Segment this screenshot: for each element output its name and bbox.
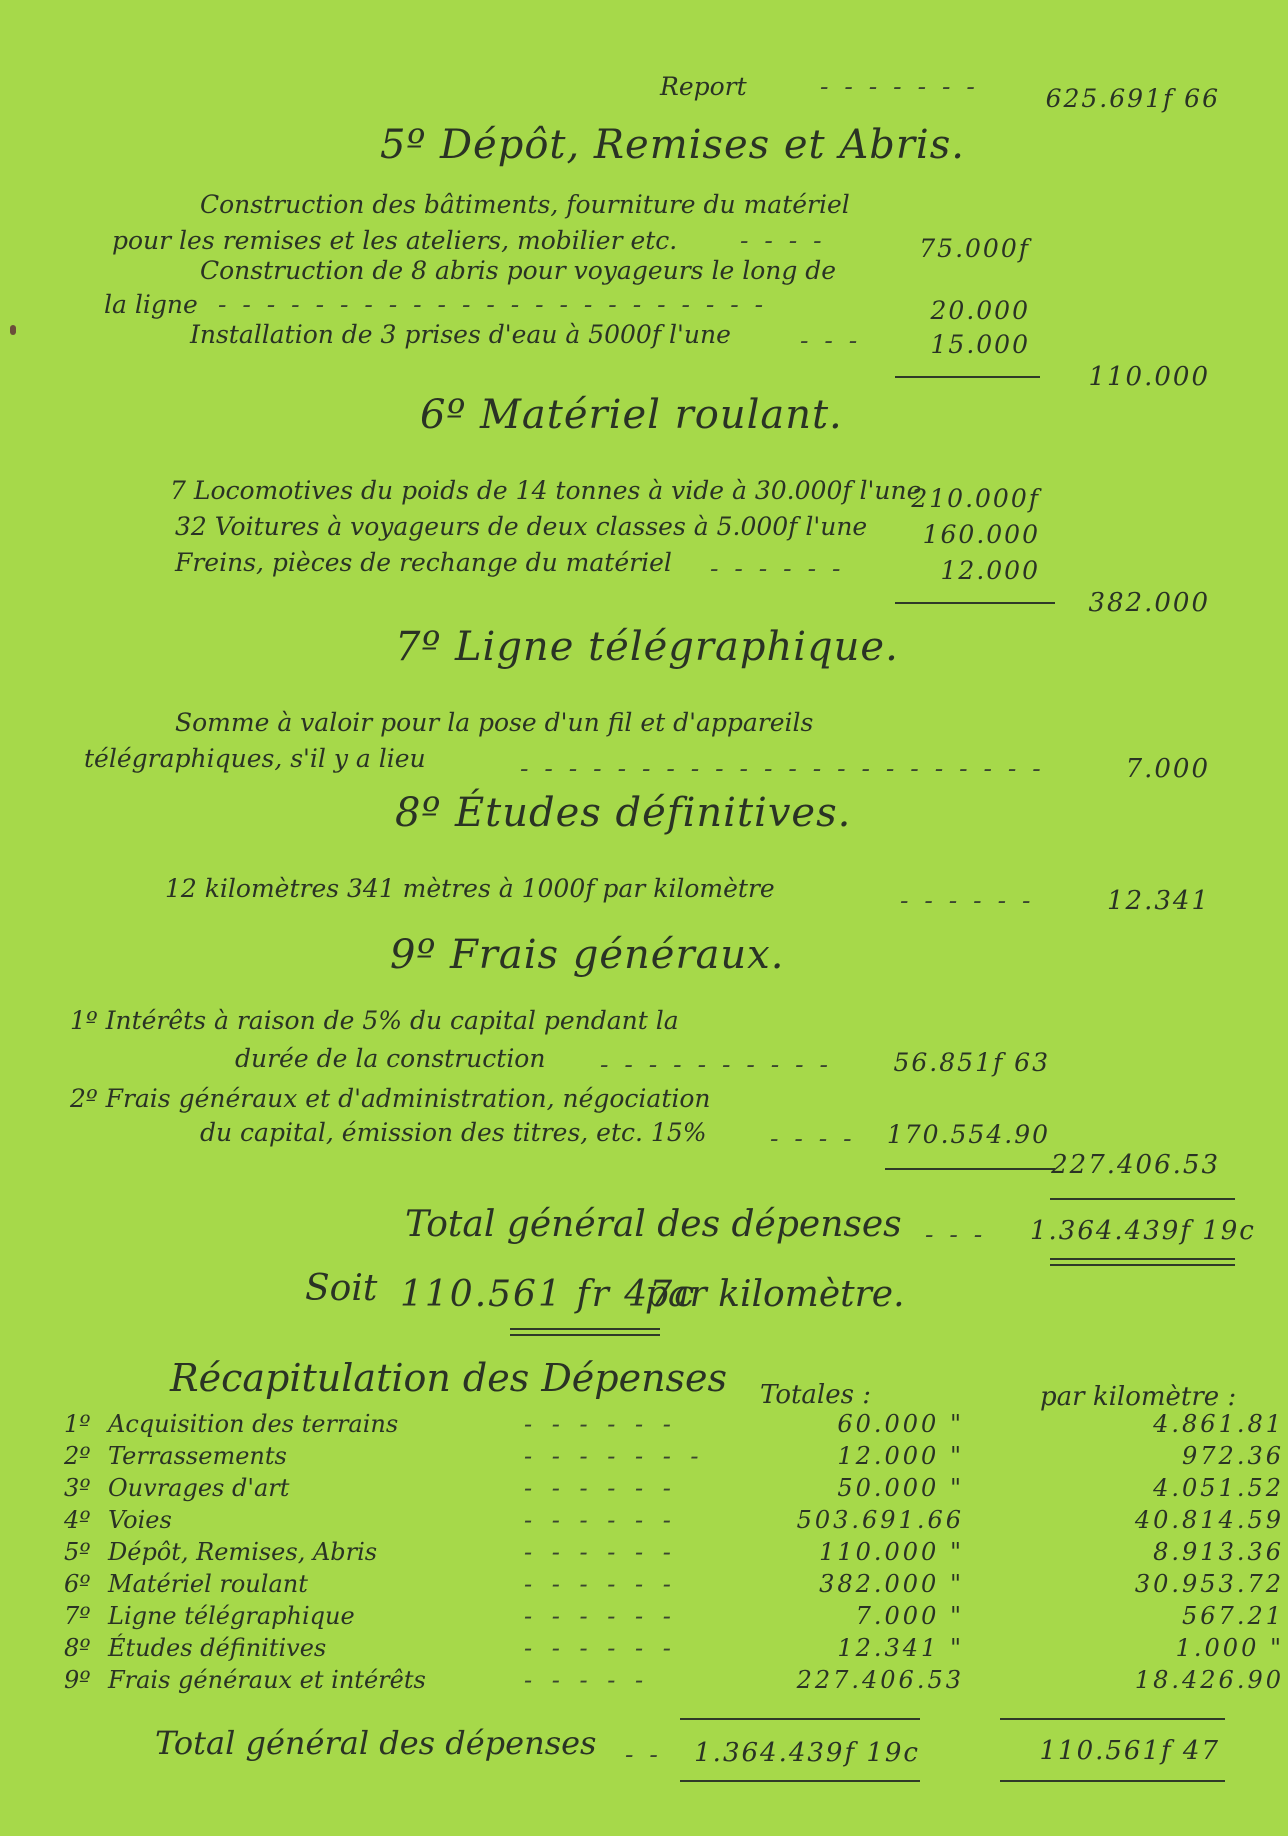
s6-leader-3: - - - - - - <box>710 554 845 583</box>
recap-row-label: Ligne télégraphique <box>108 1602 355 1630</box>
recap-row-number: 3º <box>64 1474 91 1502</box>
recap-row-number: 7º <box>64 1602 91 1630</box>
recap-total-underline-left <box>680 1780 920 1782</box>
recap-row-leader: - - - - - - - <box>524 1442 705 1470</box>
grand-total-amount: 1.364.439f 19c <box>1030 1216 1256 1246</box>
recap-row-leader: - - - - - - <box>524 1602 677 1630</box>
recap-row-per-km: 30.953.72 <box>1134 1570 1284 1598</box>
s5-line-1a: Construction des bâtiments, fourniture du matériel <box>200 190 850 219</box>
s7-leader: - - - - - - - - - - - - - - - - - - - - - - <box>520 754 1045 783</box>
recap-total-label: Total général des dépenses <box>155 1724 597 1762</box>
recap-total-leader: - - <box>625 1740 662 1769</box>
recap-total-underline-right <box>1000 1780 1225 1782</box>
s9-line-1a: 1º Intérêts à raison de 5% du capital pendant la <box>70 1006 679 1035</box>
recap-row-leader: - - - - - <box>524 1666 650 1694</box>
s5-line-2a: Construction de 8 abris pour voyageurs le long de <box>200 256 837 285</box>
recap-row-number: 1º <box>64 1410 91 1438</box>
per-km-underline-2 <box>510 1334 660 1336</box>
per-km-soit: Soit <box>305 1268 378 1309</box>
per-km-underline-1 <box>510 1328 660 1330</box>
recap-row-per-km: 972.36 <box>1182 1442 1284 1470</box>
recap-row-label: Acquisition des terrains <box>108 1410 399 1438</box>
s9-total: 227.406.53 <box>1051 1150 1220 1180</box>
recap-row-label: Dépôt, Remises, Abris <box>108 1538 378 1566</box>
s6-total: 382.000 <box>1088 588 1210 618</box>
recap-row-leader: - - - - - - <box>524 1538 677 1566</box>
s9-amount-1: 56.851f 63 <box>893 1048 1050 1077</box>
recap-row-total: 503.691.66 <box>796 1506 964 1534</box>
s5-total: 110.000 <box>1088 362 1210 392</box>
recap-row <box>64 1666 1284 1696</box>
recap-row-total: 382.000 " <box>819 1570 964 1598</box>
recap-row-total: 110.000 " <box>819 1538 964 1566</box>
s9-amount-2: 170.554.90 <box>886 1120 1050 1149</box>
s6-line-3: Freins, pièces de rechange du matériel <box>175 548 672 577</box>
s7-line-1b: télégraphiques, s'il y a lieu <box>84 744 426 773</box>
section-6-title: 6º Matériel roulant. <box>420 392 843 438</box>
recap-total-rule-left <box>680 1718 920 1720</box>
recap-row-number: 2º <box>64 1442 91 1470</box>
recap-total-rule-right <box>1000 1718 1225 1720</box>
s5-line-2b: la ligne <box>104 290 198 319</box>
s6-amount-3: 12.000 <box>940 556 1040 585</box>
s9-line-2b: du capital, émission des titres, etc. 15% <box>200 1118 707 1147</box>
recap-title: Récapitulation des Dépenses <box>170 1356 728 1400</box>
s5-leader-2: - - - - - - - - - - - - - - - - - - - - - - - <box>218 290 768 319</box>
s9-leader-1: - - - - - - - - - - <box>600 1050 832 1079</box>
recap-row <box>64 1410 1284 1440</box>
recap-row-number: 6º <box>64 1570 91 1598</box>
s5-leader-1: - - - - <box>740 226 826 255</box>
section-8-title: 8º Études définitives. <box>395 790 852 836</box>
s9-line-1b: durée de la construction <box>235 1044 546 1073</box>
recap-row-number: 5º <box>64 1538 91 1566</box>
recap-row-total: 227.406.53 <box>796 1666 964 1694</box>
recap-row <box>64 1442 1284 1472</box>
recap-row-number: 4º <box>64 1506 91 1534</box>
s8-line-1: 12 kilomètres 341 mètres à 1000f par kilomètre <box>165 874 775 903</box>
per-km-suffix: par kilomètre. <box>645 1274 905 1315</box>
recap-col-km: par kilomètre : <box>1040 1382 1237 1412</box>
recap-row-label: Matériel roulant <box>108 1570 308 1598</box>
s8-leader: - - - - - - <box>900 886 1035 915</box>
report-amount: 625.691f 66 <box>1045 84 1220 113</box>
recap-row-label: Ouvrages d'art <box>108 1474 290 1502</box>
recap-row-number: 8º <box>64 1634 91 1662</box>
s9-subtotal-rule <box>885 1168 1055 1170</box>
recap-row-total: 50.000 " <box>837 1474 964 1502</box>
grand-total-top-rule <box>1050 1198 1235 1200</box>
recap-row-per-km: 4.051.52 <box>1153 1474 1284 1502</box>
s5-subtotal-rule <box>895 376 1040 378</box>
recap-row <box>64 1634 1284 1664</box>
recap-row <box>64 1506 1284 1536</box>
recap-total-total: 1.364.439f 19c <box>694 1738 920 1768</box>
s5-amount-3: 15.000 <box>930 330 1030 359</box>
report-leader: - - - - - - - <box>820 72 979 101</box>
recap-row-per-km: 18.426.90 <box>1134 1666 1284 1694</box>
recap-row <box>64 1538 1284 1568</box>
recap-row-label: Voies <box>108 1506 172 1534</box>
margin-mark <box>10 325 16 335</box>
recap-row-per-km: 1.000 " <box>1175 1634 1284 1662</box>
s6-line-2: 32 Voitures à voyageurs de deux classes à 5.000f l'une <box>175 512 868 541</box>
s6-line-1: 7 Locomotives du poids de 14 tonnes à vide à 30.000f l'une <box>170 476 922 505</box>
recap-row-number: 9º <box>64 1666 91 1694</box>
s5-amount-2: 20.000 <box>930 296 1030 325</box>
recap-row-per-km: 40.814.59 <box>1134 1506 1284 1534</box>
s6-subtotal-rule <box>895 602 1055 604</box>
recap-col-total: Totales : <box>760 1380 871 1410</box>
recap-row-leader: - - - - - - <box>524 1474 677 1502</box>
recap-row-per-km: 4.861.81 <box>1153 1410 1284 1438</box>
recap-row-leader: - - - - - - <box>524 1570 677 1598</box>
section-5-title: 5º Dépôt, Remises et Abris. <box>380 122 965 168</box>
recap-row <box>64 1474 1284 1504</box>
recap-row <box>64 1602 1284 1632</box>
recap-row-total: 60.000 " <box>837 1410 964 1438</box>
recap-row <box>64 1570 1284 1600</box>
s5-line-3: Installation de 3 prises d'eau à 5000f l'une <box>190 320 731 349</box>
recap-row-total: 12.000 " <box>837 1442 964 1470</box>
recap-row-total: 7.000 " <box>855 1602 964 1630</box>
s7-line-1a: Somme à valoir pour la pose d'un fil et d'appareils <box>175 708 814 737</box>
s9-line-2a: 2º Frais généraux et d'administration, négociation <box>70 1084 711 1113</box>
section-7-title: 7º Ligne télégraphique. <box>395 624 899 670</box>
report-label: Report <box>660 72 747 101</box>
grand-total-rule-2 <box>1050 1264 1235 1266</box>
recap-row-leader: - - - - - - <box>524 1634 677 1662</box>
recap-row-total: 12.341 " <box>837 1634 964 1662</box>
recap-row-label: Terrassements <box>108 1442 287 1470</box>
s9-leader-2: - - - - <box>770 1124 856 1153</box>
grand-total-label: Total général des dépenses <box>405 1204 902 1245</box>
s5-line-1b: pour les remises et les ateliers, mobilier etc. <box>112 226 678 255</box>
grand-total-leader: - - - <box>925 1220 987 1249</box>
s5-leader-3: - - - <box>800 326 862 355</box>
section-9-title: 9º Frais généraux. <box>390 932 785 978</box>
recap-row-label: Frais généraux et intérêts <box>108 1666 426 1694</box>
per-km-amount: 110.561 fr 47c <box>400 1274 697 1315</box>
s6-amount-2: 160.000 <box>922 520 1040 549</box>
s8-total: 12.341 <box>1107 886 1210 916</box>
s7-total: 7.000 <box>1125 754 1210 784</box>
recap-row-per-km: 567.21 <box>1182 1602 1284 1630</box>
recap-row-leader: - - - - - - <box>524 1506 677 1534</box>
recap-row-leader: - - - - - - <box>524 1410 677 1438</box>
recap-total-per-km: 110.561f 47 <box>1039 1736 1220 1766</box>
recap-row-label: Études définitives <box>108 1634 327 1662</box>
recap-row-per-km: 8.913.36 <box>1153 1538 1284 1566</box>
s5-amount-1: 75.000f <box>919 234 1030 263</box>
s6-amount-1: 210.000f <box>911 484 1040 513</box>
grand-total-rule-1 <box>1050 1258 1235 1260</box>
